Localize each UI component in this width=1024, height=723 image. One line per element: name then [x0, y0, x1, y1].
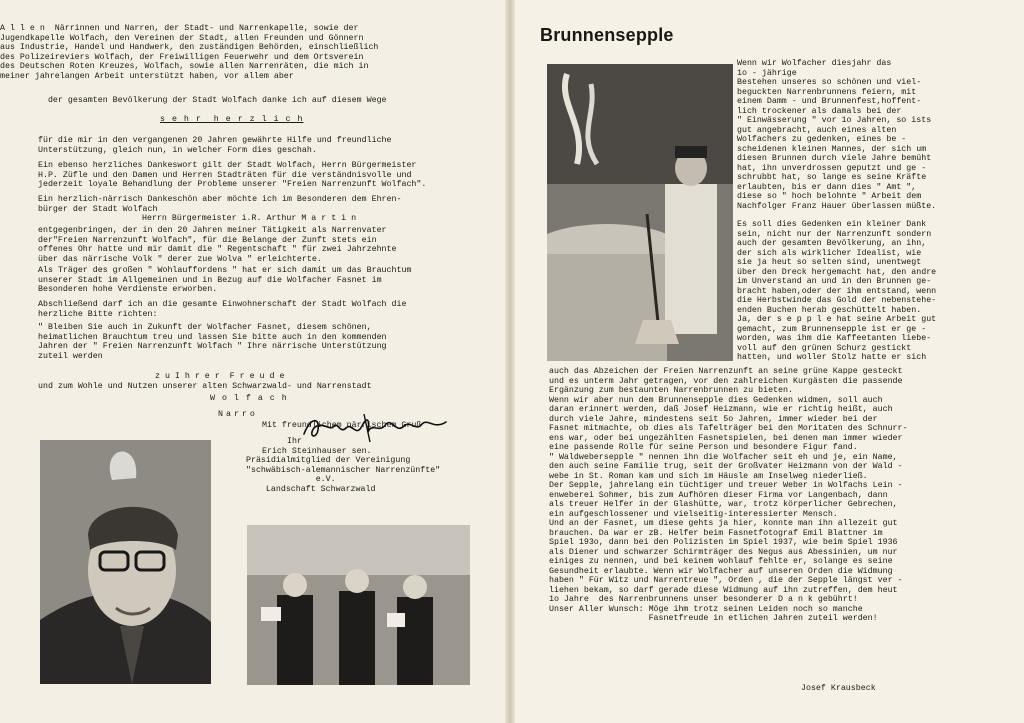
- article-intro: Wenn wir Wolfacher diesjahr das 1o - jährige Bestehen unseres so schönen und viel- beguckten Narrenbrunnens feiern, mit einem Damm - und Brunnenfest,hoffent- lich trockener als damals bei der " Einwässerung " vor 1o Jahren, so ists gut angebracht, auch eines alten Wolfachers zu gedenken, eines be - scheidenen kleinen Mannes, der sich um diesen Brunnen durch viele Jahre bemüht hat, ihn unverdrossen geputzt und ge - schrubbt hat, so lange es seine Kräfte erlaubten, bis er dann dies " Amt ", diese so " hoch belohnte " Arbeit dem Nachfolger Franz Hauer überlassen müßte.: [737, 59, 937, 211]
- mayor-name-line: Herrn Bürgermeister i.R. Arthur M a r t i n: [142, 214, 357, 223]
- group-photo-narrenrat: [247, 525, 470, 685]
- signer-title: Präsidialmitglied der Vereinigung "schwäbisch-alemannischer Narrenzünfte" e.V. Landschaft Schwarzwald: [246, 456, 441, 494]
- paragraph-request: Abschließend darf ich an die gesamte Einwohnerschaft der Stadt Wolfach die herzliche Bitte richten:: [38, 300, 407, 319]
- article-title: Brunnensepple: [540, 25, 674, 45]
- paragraph-honorary-citizen: Ein herzlich-närrisch Dankeschön aber möchte ich im Besonderen dem Ehren- bürger der Stadt Wolfach: [38, 195, 402, 214]
- zu-ihrer-freude-line: z u I h r e r F r e u d e: [155, 372, 285, 381]
- paragraph-support: für die mir in den vergangenen 20 Jahren gewährte Hilfe und freundliche Unterstützung, gleich nun, in welcher Form dies geschah.: [38, 136, 392, 155]
- booklet-spine: [505, 0, 515, 723]
- article-author: Josef Krausbeck: [801, 684, 876, 693]
- paragraph-quote: " Bleiben Sie auch in Zukunft der Wolfacher Fasnet, diesem schönen, heimatlichen Brauchtum treu und lassen Sie bitte auch in den kommenden Jahren der " Freien Narrenzunft Wolfach " Ihre närrische Unterstützung zuteil werden: [38, 323, 387, 361]
- paragraph-city-thanks: Ein ebenso herzliches Dankeswort gilt der Stadt Wolfach, Herrn Bürgermeister H.P. Züfle und den Damen und Herren Stadträten für die verständnisvolle und jederzeit loyale Behandlung der Probleme unserer "Freien Narrenzunft Wolfach".: [38, 161, 427, 189]
- thanks-intro-paragraph: A l l e n Närrinnen und Narren, der Stadt- und Narrenkapelle, sowie der Jugendkapelle Wolfach, den Vereinen der Stadt, allen Freunden und Gönnern aus Industrie, Handel und Handwerk, den zuständigen Behörden, einschließlich des Polizeireviers Wolfach, der Freiwilligen Feuerwehr und dem Ortsverein des Deutschen Roten Kreuzes, Wolfach, sowie allen Narrenräten, die mich in meiner jahrelangen Arbeit unterstützt haben, vor allem aber: [0, 24, 379, 81]
- article-paragraph-2: Es soll dies Gedenken ein kleiner Dank sein, nicht nur der Narrenzunft sondern auch der gesamten Bevölkerung, an ihn, der sich als wirklicher Idealist, wie sie ja heut so selten sind, unentwegt über den Dreck hergemacht hat, den andre im Unverstand an und in den Brunnen ge- bracht haben,oder der ihm entstand, wenn die Herbstwinde das Gold der nebenstehe- enden Buchen herab geschüttelt haben. Ja, der s e p p l e hat seine Arbeit gut gemacht, zum Brunnensepple ist er ge - worden, was ihm die Kaffeetanten liebe- voll auf den grünen Schurz gestickt hatten, und woller Stolz hatte er sich: [737, 220, 937, 362]
- signer-name: Erich Steinhauser sen.: [262, 447, 372, 456]
- narro-line: Narro: [218, 410, 258, 419]
- wolfach-line: W o l f a c h: [210, 394, 288, 403]
- handwritten-signature: [300, 412, 450, 444]
- photo-brunnensepple: [547, 64, 733, 361]
- article-body: auch das Abzeichen der Freien Narrenzunft an seine grüne Kappe gesteckt und es unterm Jahr getragen, vor den zahlreichen Kurgästen die passende Ergänzung zum bestaunten Narrenbrunnen zu bieten. Wenn wir aber nun dem Brunnensepple dies Gedenken widmen, soll auch daran erinnert werden, daß Josef Heizmann, wie er richtig heißt, auch durch viele Jahre, mindestens seit 5o Jahren, immer wieder bei der Fasnet mitmachte, ob dies als Tafelträger bei den Moritaten des Schnurr- ens war, oder bei ungezählten Fasnetspielen, bei denen man immer wieder eine passende Rolle für seine Person und besondere Figur fand. " Waldwebersepple " nennen ihn die Wolfacher seit eh und je, ein Name, den auch seine Familie trug, seit der Großvater Heizmann von der Wald - webe in St. Roman kam und sich im Häusle am Inselweg niederließ. Der Sepple, jahrelang ein tüchtiger und treuer Weber in Wolfachs Lein - enweberei Sohmer, bis zum Aufhören dieser Firma vor Langenbach, dann als treuer Helfer in der Glashütte, war, trotz körperlicher Gebrechen, ein aufgeschlossener und vielseitig-interessierter Mensch. Und an der Fasnet, um diese gehts ja hier, konnte man ihn allezeit gut brauchen. Da war er zB. Helfer beim Fasnetfotograf Emil Blattner im Spiel 193o, dann bei den Polizisten im Spiel 1937, wie beim Spiel 1936 als Diener und schwarzer Schirmträger des Negus aus Abessinien, um nur einiges zu nennen, und bei keinem wohlauf fehlte er, solange es seine Gesundheit erlaubte. Wenn wir Wolfacher auf unseren Orden die Widmung haben " Für Witz und Narrentreue ", Orden , die der Sepple längst ver - liehen bekam, so darf gerade diese Widmung auf ihn zutreffen, dem heut 1o Jahre des Narrenbrunnens unser besonderer D a n k gebührt! Unser Aller Wunsch: Möge ihm trotz seinen Leiden noch so manche Fasnetfreude in etlichen Jahren zuteil werden!: [549, 367, 908, 623]
- sehr-herzlich-heading: s e h r h e r z l i c h: [160, 115, 304, 124]
- paragraph-merits: Als Träger des großen " Wohlauffordens " hat er sich damit um das Brauchtum unserer Stadt im Allgemeinen und in Bezug auf die Wolfacher Fasnet im Besonderen hohe Verdienste erworben.: [38, 266, 412, 294]
- thanks-population-line: der gesamten Bevölkerung der Stadt Wolfach danke ich auf diesem Wege: [38, 96, 387, 105]
- portrait-photo-erich-steinhauser: [40, 440, 211, 684]
- ihr-line: Ihr: [287, 437, 302, 446]
- closing-line: und zum Wohle und Nutzen unserer alten Schwarzwald- und Narrenstadt: [38, 382, 372, 391]
- paragraph-regency: entgegenbringen, der in den 20 Jahren meiner Tätigkeit als Narrenvater der"Freien Narrenzunft Wolfach", für die Belange der Zunft stets ein offenes Ohr hatte und mir damit die " Regentschaft " für zwei Jahrzehnte über das närrische Volk " derer zue Wolva " erleichterte.: [38, 226, 397, 264]
- greeting-line: Mit freundlichem närrischem Gruß: [262, 421, 422, 430]
